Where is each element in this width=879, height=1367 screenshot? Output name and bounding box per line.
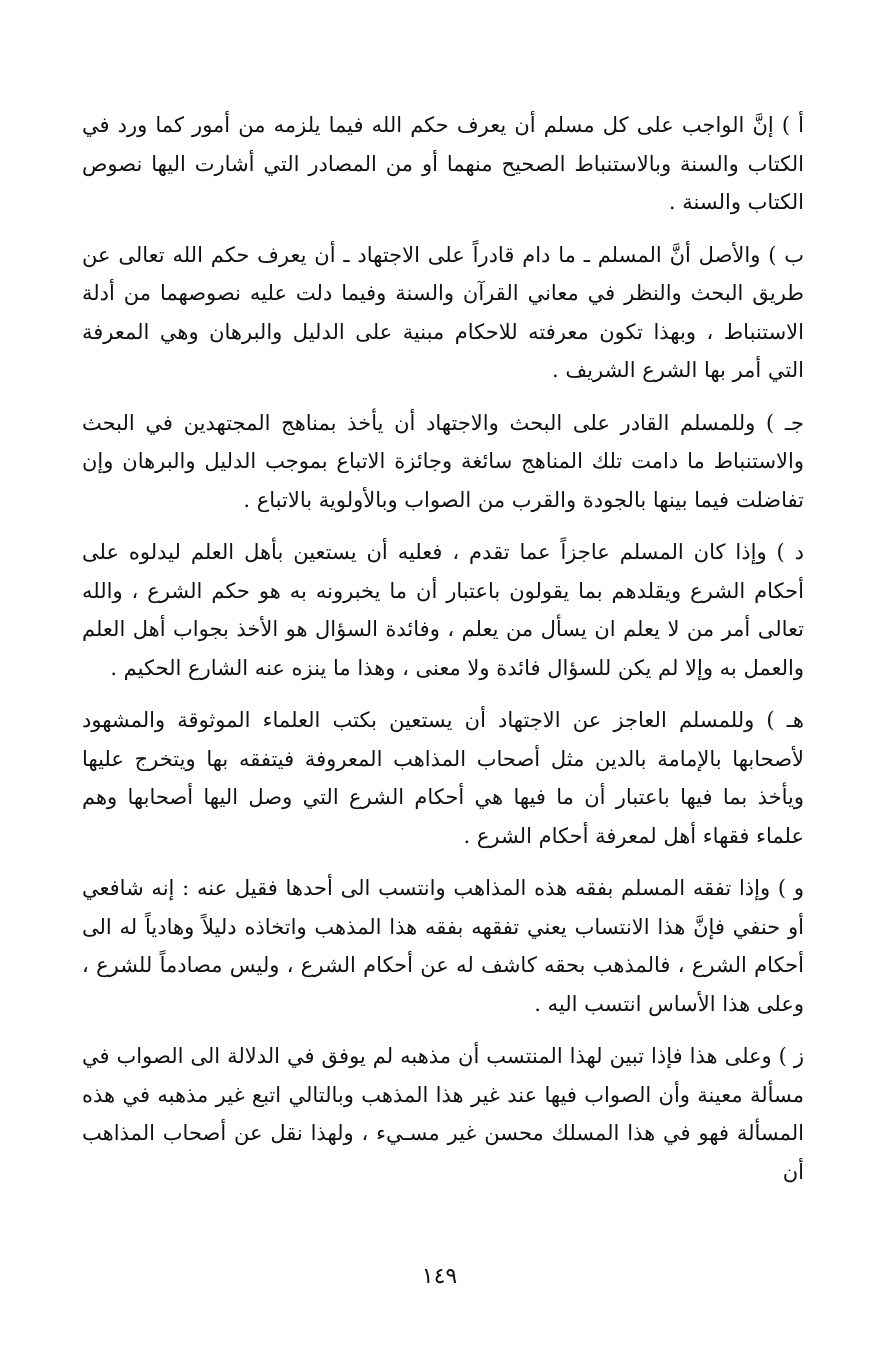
page-number: ١٤٩	[421, 1264, 458, 1289]
paragraph-zay: ز ) وعلى هذا فإذا تبين لهذا المنتسب أن مذهبه لم يوفق في الدلالة الى الصواب في مسألة معينة وأن الصواب فيها عند غير هذا المذهب وبالتالي اتبع غير مذهبه في هذه المسألة فهو في هذا المسلك محسن غير مسـيء ، ولهذا نقل عن أصحاب المذاهب أن	[82, 1044, 804, 1184]
paragraph-dal: د ) وإذا كان المسلم عاجزاً عما تقدم ، فعليه أن يستعين بأهل العلم ليدلوه على أحكام الشرع ويقلدهم بما يقولون باعتبار أن ما يخبرونه به هو حكم الشرع ، والله تعالى أمر من لا يعلم ان يسأل من يعلم ، وفائدة السؤال هو الأخذ بجواب أهل العلم والعمل به وإلا لم يكن للسؤال فائدة ولا معنى ، وهذا ما ينزه عنه الشارع الحكيم .	[82, 540, 804, 680]
paragraph-alif: أ ) إنَّ الواجب على كل مسلم أن يعرف حكم الله فيما يلزمه من أمور كما ورد في الكتاب والسنة وبالاستنباط الصحيح منهما أو من المصادر التي أشارت اليها نصوص الكتاب والسنة .	[82, 113, 804, 214]
paragraph-jim: جـ ) وللمسلم القادر على البحث والاجتهاد أن يأخذ بمناهج المجتهدين في البحث والاستنباط ما دامت تلك المناهج سائغة وجائزة الاتباع بموجب الدليل والبرهان وإن تفاضلت فيما بينها بالجودة والقرب من الصواب وبالأولوية بالاتباع .	[82, 410, 804, 512]
paragraph-ba: ب ) والأصل أنَّ المسلم ـ ما دام قادراً على الاجتهاد ـ أن يعرف حكم الله تعالى عن طريق البحث والنظر في معاني القرآن والسنة وفيما دلت عليه نصوصهما من أدلة الاستنباط ، وبهذا تكون معرفته للاحكام مبنية على الدليل والبرهان وهي المعرفة التي أمر بها الشرع الشريف .	[82, 242, 804, 382]
paragraph-waw: و ) وإذا تفقه المسلم بفقه هذه المذاهب وانتسب الى أحدها فقيل عنه : إنه شافعي أو حنفي فإنَّ هذا الانتساب يعني تفقهه بفقه هذا المذهب واتخاذه دليلاً وهادياً له الى أحكام الشرع ، فالمذهب بحقه كاشف له عن أحكام الشرع ، وليس مصادماً للشرع ، وعلى هذا الأساس انتسب اليه .	[82, 876, 804, 1016]
body-text	[82, 106, 804, 1205]
paragraph-ha: هـ ) وللمسلم العاجز عن الاجتهاد أن يستعين بكتب العلماء الموثوقة والمشهود لأصحابها بالإمامة بالدين مثل أصحاب المذاهب المعروفة فيتفقه بها ويتخرج عليها ويأخذ بما فيها باعتبار أن ما فيها هي أحكام الشرع التي وصل اليها أصحابها وهم علماء فقهاء أهل لمعرفة أحكام الشرع .	[82, 708, 804, 848]
